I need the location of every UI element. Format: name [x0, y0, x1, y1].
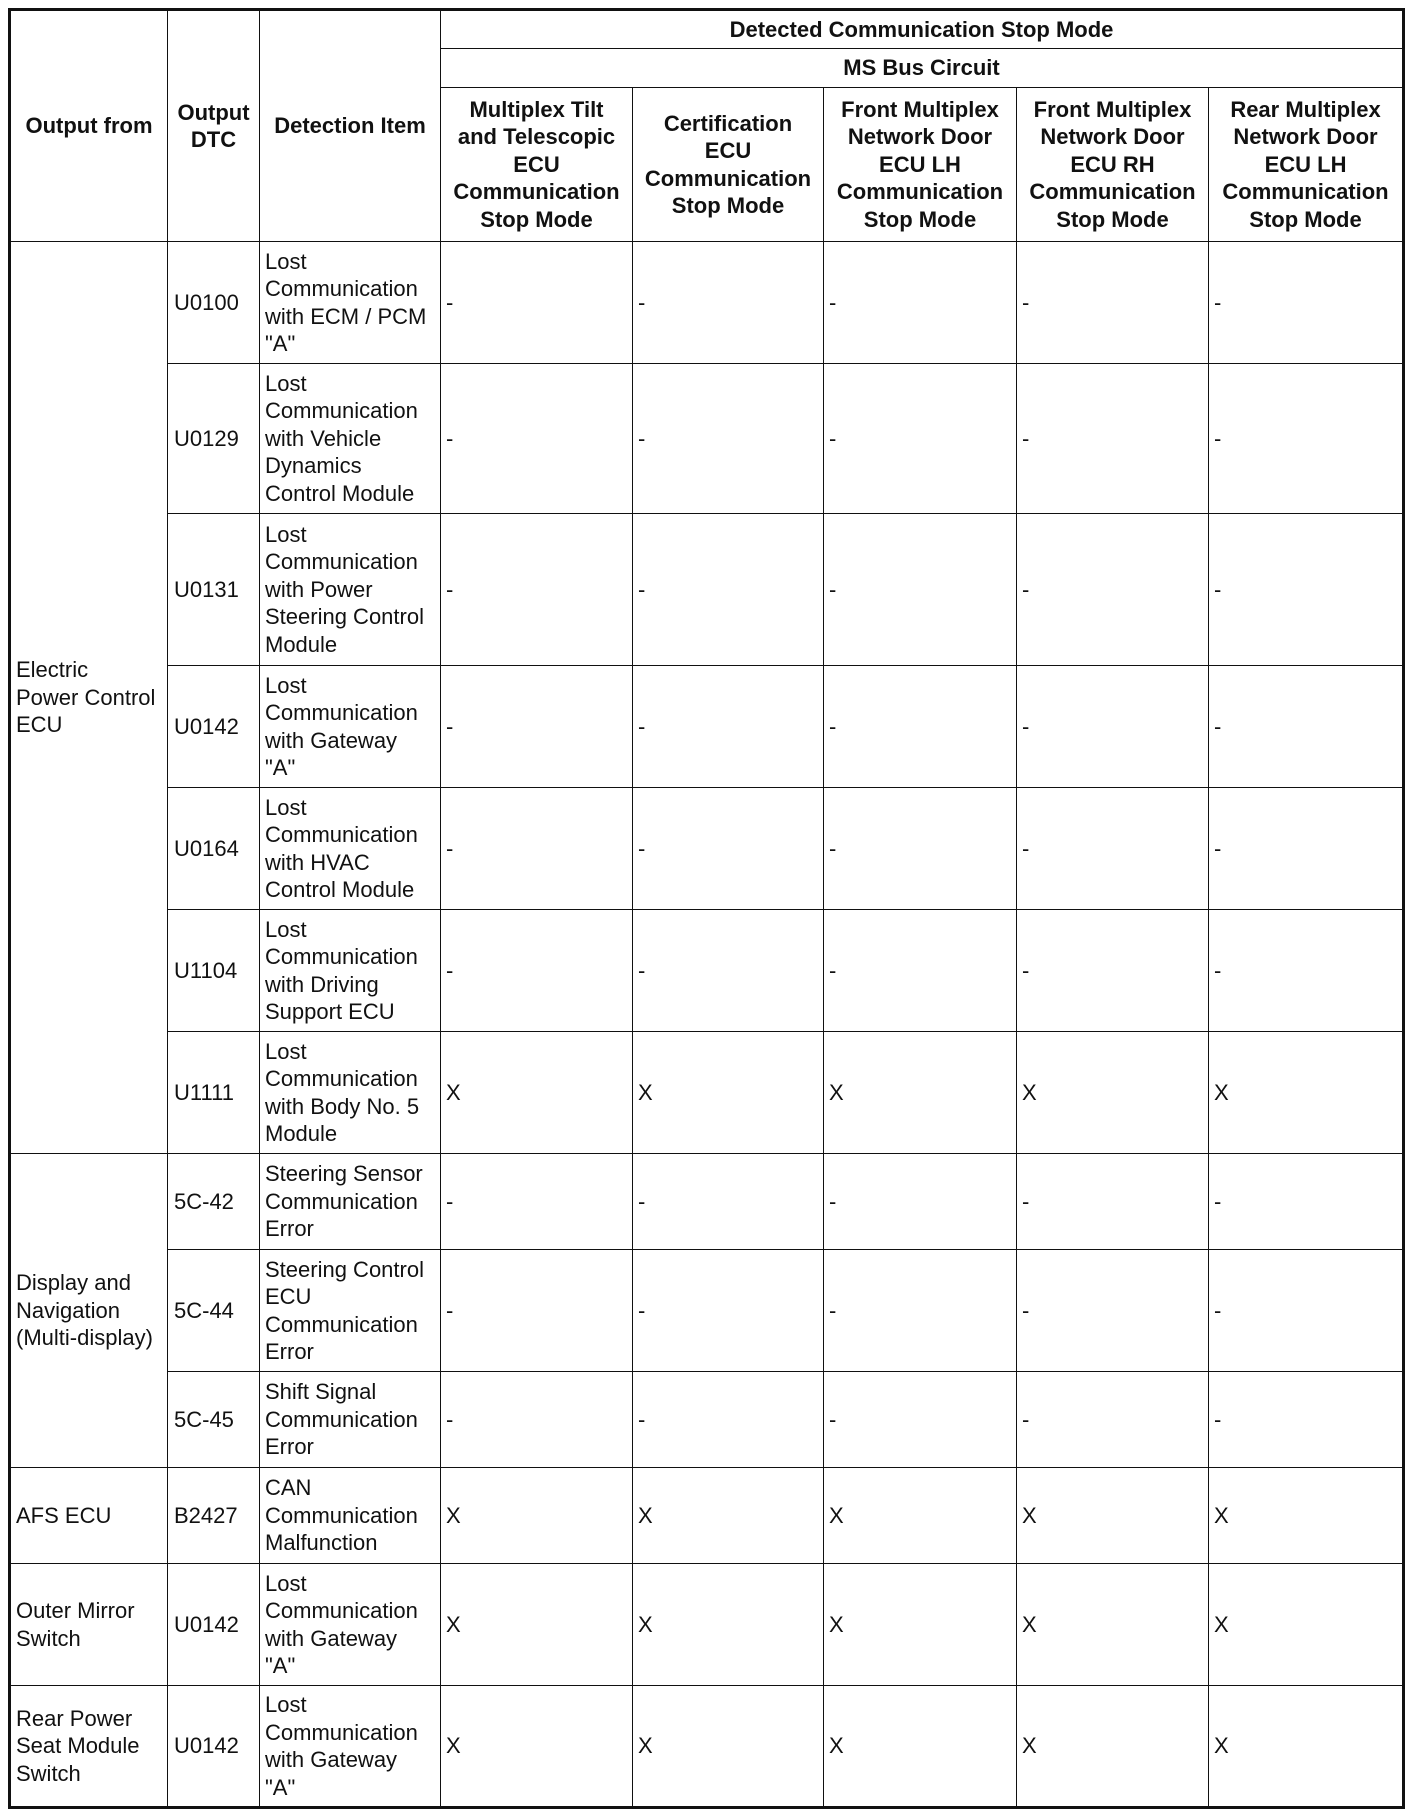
stop-mode-cell: X: [441, 1564, 633, 1686]
dtc-cell: U0131: [168, 514, 260, 666]
stop-mode-cell: -: [824, 242, 1017, 364]
stop-mode-cell: -: [633, 1372, 824, 1468]
stop-mode-cell: X: [441, 1032, 633, 1154]
stop-mode-cell: X: [1209, 1564, 1404, 1686]
table-row: [10, 1250, 1404, 1372]
stop-mode-cell: -: [633, 1154, 824, 1250]
table-row: [10, 514, 1404, 666]
header-output-from: Output from: [10, 10, 168, 242]
stop-mode-cell: X: [824, 1468, 1017, 1564]
stop-mode-cell: -: [441, 1154, 633, 1250]
stop-mode-cell: -: [1209, 666, 1404, 788]
stop-mode-cell: -: [824, 1372, 1017, 1468]
table-row: [10, 1372, 1404, 1468]
stop-mode-cell: -: [1017, 1154, 1209, 1250]
stop-mode-cell: -: [1017, 666, 1209, 788]
table-header: [10, 10, 1404, 242]
stop-mode-cell: X: [1209, 1468, 1404, 1564]
stop-mode-cell: X: [1209, 1032, 1404, 1154]
header-detection-item: Detection Item: [260, 10, 441, 242]
stop-mode-cell: X: [1017, 1468, 1209, 1564]
header-subgroup: MS Bus Circuit: [441, 49, 1404, 88]
stop-mode-cell: X: [1209, 1686, 1404, 1808]
detection-item-cell: Lost Communication with ECM / PCM "A": [260, 242, 441, 364]
header-column: Certification ECU Communication Stop Mode: [633, 88, 824, 242]
stop-mode-cell: -: [1209, 1372, 1404, 1468]
detection-item-cell: Lost Communication with Vehicle Dynamics Control Module: [260, 364, 441, 514]
stop-mode-cell: -: [824, 1154, 1017, 1250]
dtc-cell: U0129: [168, 364, 260, 514]
table-row: [10, 1564, 1404, 1686]
page: [8, 8, 1402, 1809]
stop-mode-cell: X: [633, 1032, 824, 1154]
stop-mode-cell: X: [441, 1468, 633, 1564]
stop-mode-cell: -: [824, 910, 1017, 1032]
stop-mode-cell: X: [441, 1686, 633, 1808]
detection-item-cell: Lost Communication with Power Steering Control Module: [260, 514, 441, 666]
stop-mode-cell: -: [1017, 242, 1209, 364]
dtc-table: [8, 8, 1405, 1809]
stop-mode-cell: X: [633, 1686, 824, 1808]
dtc-cell: U0164: [168, 788, 260, 910]
stop-mode-cell: -: [441, 1372, 633, 1468]
table-row: [10, 1154, 1404, 1250]
stop-mode-cell: -: [1017, 1372, 1209, 1468]
detection-item-cell: CAN Communication Malfunction: [260, 1468, 441, 1564]
header-column: Front Multiplex Network Door ECU LH Communication Stop Mode: [824, 88, 1017, 242]
table-row: [10, 1686, 1404, 1808]
stop-mode-cell: -: [441, 788, 633, 910]
table-body: [10, 242, 1404, 1808]
detection-item-cell: Lost Communication with Gateway "A": [260, 666, 441, 788]
stop-mode-cell: -: [633, 666, 824, 788]
stop-mode-cell: -: [441, 514, 633, 666]
stop-mode-cell: X: [633, 1468, 824, 1564]
stop-mode-cell: -: [1017, 1250, 1209, 1372]
stop-mode-cell: -: [824, 1250, 1017, 1372]
stop-mode-cell: -: [633, 242, 824, 364]
header-column: Multiplex Tilt and Telescopic ECU Communication Stop Mode: [441, 88, 633, 242]
header-output-dtc: Output DTC: [168, 10, 260, 242]
detection-item-cell: Lost Communication with Gateway "A": [260, 1564, 441, 1686]
table-row: [10, 666, 1404, 788]
output-from-cell: Electric Power Control ECU: [10, 242, 168, 1154]
stop-mode-cell: -: [1209, 1250, 1404, 1372]
detection-item-cell: Lost Communication with Body No. 5 Module: [260, 1032, 441, 1154]
dtc-cell: U0100: [168, 242, 260, 364]
stop-mode-cell: -: [633, 1250, 824, 1372]
stop-mode-cell: -: [1017, 364, 1209, 514]
stop-mode-cell: -: [824, 364, 1017, 514]
output-from-cell: Outer Mirror Switch: [10, 1564, 168, 1686]
stop-mode-cell: X: [1017, 1032, 1209, 1154]
stop-mode-cell: -: [1209, 364, 1404, 514]
stop-mode-cell: -: [633, 364, 824, 514]
dtc-cell: B2427: [168, 1468, 260, 1564]
stop-mode-cell: -: [1209, 1154, 1404, 1250]
table-row: [10, 1032, 1404, 1154]
table-row: [10, 910, 1404, 1032]
dtc-cell: U1111: [168, 1032, 260, 1154]
stop-mode-cell: X: [824, 1032, 1017, 1154]
stop-mode-cell: -: [1209, 242, 1404, 364]
dtc-cell: U0142: [168, 1686, 260, 1808]
stop-mode-cell: -: [633, 788, 824, 910]
stop-mode-cell: -: [441, 1250, 633, 1372]
table-row: [10, 242, 1404, 364]
output-from-cell: Display and Navigation (Multi-display): [10, 1154, 168, 1468]
dtc-cell: 5C-45: [168, 1372, 260, 1468]
detection-item-cell: Lost Communication with HVAC Control Module: [260, 788, 441, 910]
dtc-cell: 5C-44: [168, 1250, 260, 1372]
detection-item-cell: Steering Sensor Communication Error: [260, 1154, 441, 1250]
header-column: Rear Multiplex Network Door ECU LH Communication Stop Mode: [1209, 88, 1404, 242]
stop-mode-cell: -: [1209, 788, 1404, 910]
stop-mode-cell: -: [441, 364, 633, 514]
output-from-cell: AFS ECU: [10, 1468, 168, 1564]
stop-mode-cell: -: [441, 666, 633, 788]
stop-mode-cell: -: [1209, 514, 1404, 666]
detection-item-cell: Lost Communication with Gateway "A": [260, 1686, 441, 1808]
detection-item-cell: Steering Control ECU Communication Error: [260, 1250, 441, 1372]
stop-mode-cell: -: [1017, 514, 1209, 666]
table-row: [10, 788, 1404, 910]
dtc-cell: 5C-42: [168, 1154, 260, 1250]
stop-mode-cell: -: [441, 910, 633, 1032]
stop-mode-cell: -: [633, 514, 824, 666]
stop-mode-cell: X: [1017, 1564, 1209, 1686]
stop-mode-cell: -: [441, 242, 633, 364]
output-from-cell: Rear Power Seat Module Switch: [10, 1686, 168, 1808]
stop-mode-cell: -: [824, 666, 1017, 788]
table-row: [10, 1468, 1404, 1564]
dtc-cell: U1104: [168, 910, 260, 1032]
stop-mode-cell: -: [1017, 910, 1209, 1032]
stop-mode-cell: X: [824, 1564, 1017, 1686]
stop-mode-cell: -: [1209, 910, 1404, 1032]
detection-item-cell: Lost Communication with Driving Support ECU: [260, 910, 441, 1032]
stop-mode-cell: -: [824, 788, 1017, 910]
dtc-cell: U0142: [168, 1564, 260, 1686]
stop-mode-cell: X: [1017, 1686, 1209, 1808]
header-column: Front Multiplex Network Door ECU RH Communication Stop Mode: [1017, 88, 1209, 242]
stop-mode-cell: -: [633, 910, 824, 1032]
stop-mode-cell: X: [633, 1564, 824, 1686]
stop-mode-cell: -: [824, 514, 1017, 666]
header-group: Detected Communication Stop Mode: [441, 10, 1404, 49]
table-row: [10, 364, 1404, 514]
stop-mode-cell: X: [824, 1686, 1017, 1808]
detection-item-cell: Shift Signal Communication Error: [260, 1372, 441, 1468]
dtc-cell: U0142: [168, 666, 260, 788]
stop-mode-cell: -: [1017, 788, 1209, 910]
